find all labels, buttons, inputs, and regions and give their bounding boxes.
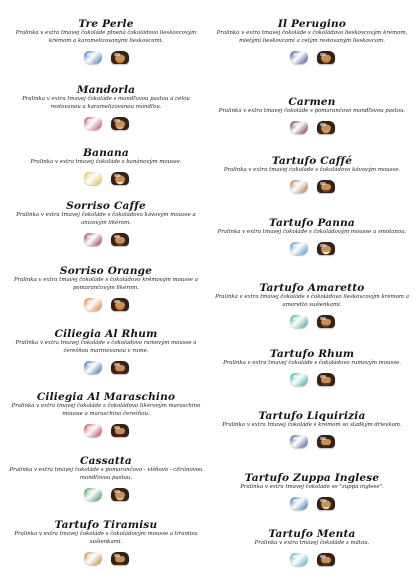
- wrapped-praline-image: [84, 233, 102, 246]
- praline-description: Pralinka v extra tmavej čokoláde s krémom so sladkým drievkom.: [222, 422, 402, 428]
- wrapped-praline-image: [290, 242, 308, 255]
- praline-description: Pralinka v extra tmavej čokoláde s banánovým mousse.: [30, 159, 182, 165]
- praline-photos: [4, 115, 208, 131]
- praline-description: Pralinka v extra tmavej čokoláde s pomarančovo - višňovo - citrónovou mandľovou pastou.: [9, 467, 203, 481]
- praline-description: Pralinka v extra tmavej čokoláde s čokoládovo krémovým mousse a pomarančovým likérom.: [13, 277, 199, 291]
- praline-photos: [210, 179, 414, 195]
- wrapped-praline-image: [84, 488, 102, 501]
- cut-praline-image: [317, 373, 335, 386]
- praline-description: Pralinka v extra tmavej čokoláde s čokoládovo lieskovcovým krémom a amaretto sušienkami.: [215, 294, 409, 308]
- praline-description: Pralinka v extra tmavej čokoláde s čokoládovým mousse a smotanou.: [217, 229, 407, 235]
- praline-description: Pralinka v extra tmavej čokoláde s čokoládovo rumovým mousse.: [223, 360, 401, 366]
- praline-name: Tartufo Zuppa Inglese: [244, 472, 380, 484]
- praline-name: Tartufo Panna: [269, 217, 355, 229]
- praline-name: Tartufo Tiramisu: [54, 519, 158, 531]
- praline-name: Carmen: [288, 96, 336, 108]
- wrapped-praline-image: [84, 172, 102, 185]
- praline-entry: [210, 282, 414, 329]
- praline-name: Sorriso Caffe: [66, 200, 146, 212]
- wrapped-praline-image: [290, 180, 308, 193]
- praline-entry: [210, 217, 414, 257]
- praline-entry: [210, 472, 414, 512]
- cut-praline-image: [317, 315, 335, 328]
- cut-praline-image: [111, 233, 129, 246]
- praline-entry: [4, 84, 208, 131]
- praline-name: Il Perugino: [277, 18, 347, 30]
- cut-praline-image: [317, 435, 335, 448]
- cut-praline-image: [111, 488, 129, 501]
- praline-entry: [210, 528, 414, 568]
- praline-description: Pralinka v extra tmavej čokoláde s pomarančovo mandľovou pastou.: [218, 108, 406, 114]
- praline-photos: [4, 49, 208, 65]
- praline-photos: [210, 49, 414, 65]
- praline-description: Pralinka v extra tmavej čokoláde so "zuppa inglese".: [240, 484, 384, 490]
- praline-photos: [4, 550, 208, 566]
- praline-photos: [4, 296, 208, 312]
- wrapped-praline-image: [290, 51, 308, 64]
- cut-praline-image: [111, 424, 129, 437]
- praline-photos: [4, 486, 208, 502]
- praline-name: Tartufo Liquirizia: [258, 410, 366, 422]
- wrapped-praline-image: [84, 298, 102, 311]
- praline-entry: [210, 96, 414, 136]
- praline-photos: [210, 313, 414, 329]
- wrapped-praline-image: [290, 435, 308, 448]
- cut-praline-image: [111, 51, 129, 64]
- praline-photos: [210, 241, 414, 257]
- praline-photos: [4, 171, 208, 187]
- praline-name: Tartufo Caffé: [271, 155, 353, 167]
- praline-description: Pralinka v extra tmavej čokoláde s mandľovou pastou a celou restovanou a karamelizovanou mandľou.: [22, 96, 190, 110]
- praline-photos: [210, 552, 414, 568]
- praline-photos: [210, 496, 414, 512]
- cut-praline-image: [317, 51, 335, 64]
- praline-name: Mandorla: [76, 84, 136, 96]
- praline-entry: [4, 391, 208, 438]
- wrapped-praline-image: [290, 373, 308, 386]
- praline-entry: [4, 519, 208, 566]
- praline-entry: [210, 348, 414, 388]
- praline-photos: [4, 359, 208, 375]
- cut-praline-image: [111, 298, 129, 311]
- praline-description: Pralinka v extra tmavej čokoláde s čokoládovo likérovým maraschino mousse a maraschino čerešňou.: [11, 403, 201, 417]
- wrapped-praline-image: [84, 361, 102, 374]
- wrapped-praline-image: [290, 497, 308, 510]
- praline-name: Tartufo Amaretto: [259, 282, 365, 294]
- praline-photos: [210, 372, 414, 388]
- praline-name: Tre Perle: [78, 18, 134, 30]
- praline-photos: [4, 422, 208, 438]
- praline-description: Pralinka v extra tmavej čokoláde plnená čokoládovo lieskovcovým krémom a karamelizovanými lieskovcami.: [15, 30, 197, 44]
- praline-description: Pralinka v extra tmavej čokoláde s mätou.: [254, 540, 370, 546]
- cut-praline-image: [317, 497, 335, 510]
- cut-praline-image: [317, 553, 335, 566]
- wrapped-praline-image: [84, 51, 102, 64]
- praline-entry: [4, 18, 208, 65]
- cut-praline-image: [111, 552, 129, 565]
- praline-entry: [4, 147, 208, 187]
- cut-praline-image: [317, 242, 335, 255]
- praline-entry: [210, 410, 414, 450]
- praline-description: Pralinka v extra tmavej čokoláde s čokoládovo kávovým mousse a anízovým likérom.: [16, 212, 196, 226]
- praline-name: Tartufo Menta: [268, 528, 356, 540]
- cut-praline-image: [111, 361, 129, 374]
- praline-entry: [4, 455, 208, 502]
- praline-name: Ciliegia Al Maraschino: [36, 391, 176, 403]
- praline-description: Pralinka v extra tmavej čokoláde s čokoládovým mousse a tiramisu sušienkami.: [14, 531, 198, 545]
- wrapped-praline-image: [290, 121, 308, 134]
- cut-praline-image: [317, 121, 335, 134]
- praline-name: Banana: [83, 147, 129, 159]
- wrapped-praline-image: [290, 553, 308, 566]
- praline-photos: [210, 434, 414, 450]
- praline-entry: [4, 265, 208, 312]
- cut-praline-image: [111, 117, 129, 130]
- praline-description: Pralinka v extra tmavej čokoláde s čokoládovo lieskovcovým krémom, mletými lieskovcami a celým restovaným lieskovcom.: [216, 30, 408, 44]
- praline-description: Pralinka v extra tmavej čokoláde s čokoládovo rumovým mousse a čerešňou marinovanou v rume.: [15, 340, 197, 354]
- praline-name: Sorriso Orange: [59, 265, 153, 277]
- praline-name: Cassatta: [80, 455, 132, 467]
- praline-photos: [4, 231, 208, 247]
- praline-entry: [210, 155, 414, 195]
- praline-entry: [4, 328, 208, 375]
- wrapped-praline-image: [290, 315, 308, 328]
- cut-praline-image: [111, 172, 129, 185]
- praline-entry: [4, 200, 208, 247]
- praline-entry: [210, 18, 414, 65]
- wrapped-praline-image: [84, 117, 102, 130]
- cut-praline-image: [317, 180, 335, 193]
- praline-photos: [210, 120, 414, 136]
- praline-description: Pralinka v extra tmavej čokoláde s čokoládovo kávovým mousse.: [223, 167, 401, 173]
- wrapped-praline-image: [84, 552, 102, 565]
- praline-name: Tartufo Rhum: [269, 348, 355, 360]
- praline-name: Ciliegia Al Rhum: [54, 328, 158, 340]
- wrapped-praline-image: [84, 424, 102, 437]
